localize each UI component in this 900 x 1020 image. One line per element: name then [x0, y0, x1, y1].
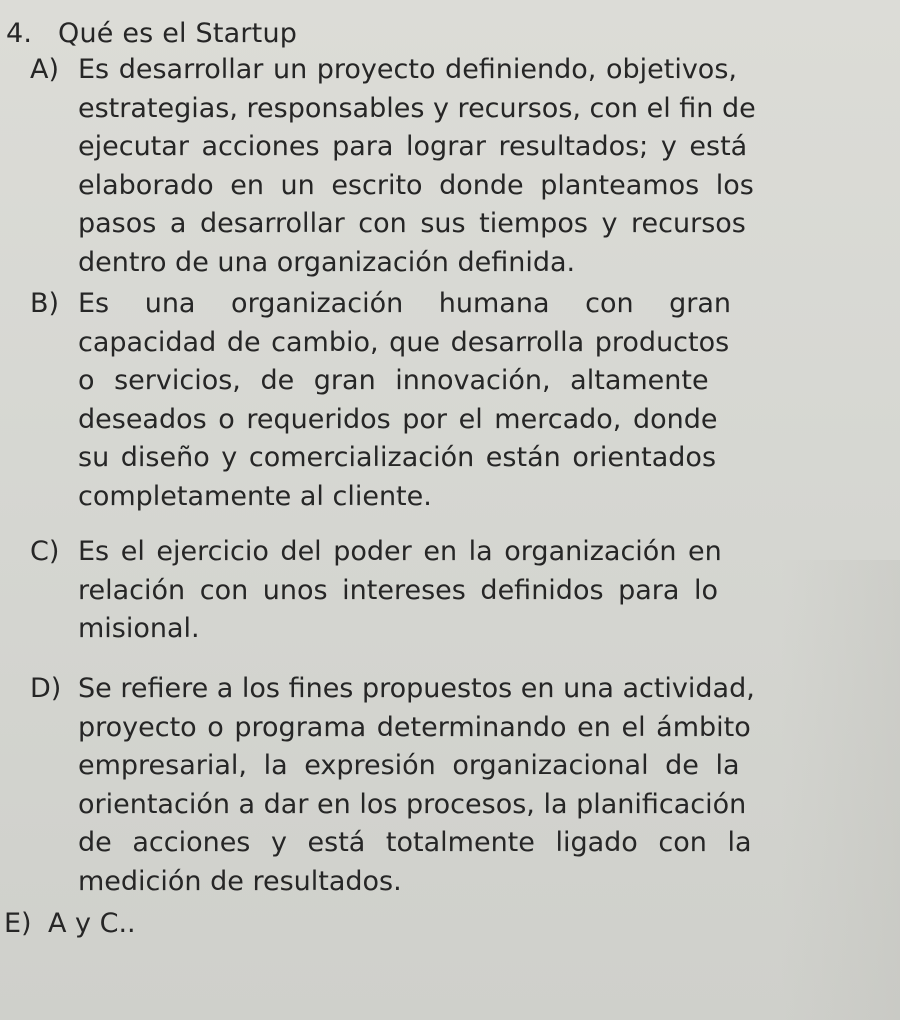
option-c[interactable] [30, 533, 860, 649]
option-a[interactable] [30, 51, 860, 282]
option-line: elaborado en un escrito donde planteamos los [78, 169, 754, 201]
option-text [78, 533, 860, 649]
option-letter: B) [30, 288, 60, 319]
option-line: su diseño y comercialización están orientados [78, 442, 717, 473]
option-letter: A) [30, 54, 60, 85]
option-line: empresarial, la expresión organizacional de la [78, 750, 740, 781]
option-line: Es el ejercicio del poder en la organización en [78, 536, 722, 567]
question-title: Qué es el Startup [58, 18, 298, 49]
option-letter: C) [30, 536, 60, 567]
option-line: deseados o requeridos por el mercado, donde [78, 403, 718, 435]
option-line: dentro de una organización definida. [78, 246, 576, 278]
option-line: orientación a dar en los procesos, la planificación [78, 788, 747, 820]
option-line: de acciones y está totalmente ligado con la [78, 827, 752, 858]
option-text [78, 51, 860, 282]
option-line: capacidad de cambio, que desarrolla productos [78, 326, 730, 358]
option-line: Es desarrollar un proyecto definiendo, objetivos, [78, 54, 737, 85]
option-text [78, 285, 860, 516]
option-line: Se refiere a los fines propuestos en una actividad, [78, 673, 755, 704]
option-line: medición de resultados. [78, 865, 402, 897]
option-e[interactable] [4, 908, 136, 939]
option-line: misional. [78, 613, 200, 644]
option-line: estrategias, responsables y recursos, con el fin de [78, 92, 756, 124]
option-b[interactable] [30, 285, 860, 516]
option-line: Es una organización humana con gran [78, 288, 732, 319]
option-line: ejecutar acciones para lograr resultados; y está [78, 131, 748, 162]
option-letter: D) [30, 673, 62, 704]
option-line: relación con unos intereses definidos para lo [78, 574, 719, 606]
option-line: completamente al cliente. [78, 480, 432, 512]
option-line: proyecto o programa determinando en el ámbito [78, 711, 751, 743]
option-text [78, 670, 860, 901]
option-d[interactable] [30, 670, 860, 901]
option-line: pasos a desarrollar con sus tiempos y recursos [78, 208, 746, 239]
option-text: A y C.. [48, 908, 136, 939]
question-heading [6, 18, 297, 49]
option-letter: E) [4, 908, 32, 939]
option-line: o servicios, de gran innovación, altamente [78, 365, 709, 396]
question-number: 4. [6, 18, 33, 49]
